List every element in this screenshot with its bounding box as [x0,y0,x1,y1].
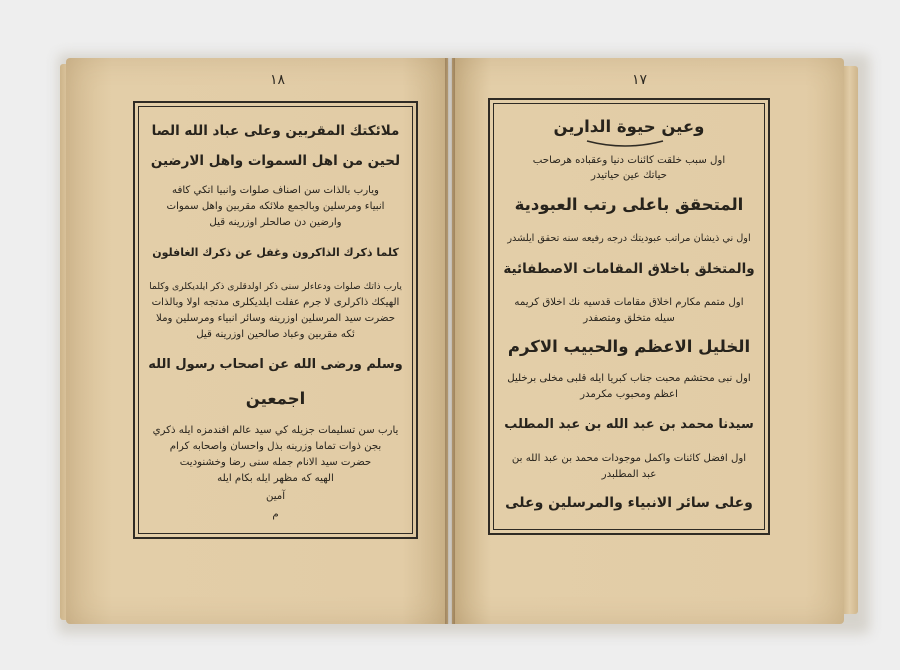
right-line-13: اول افضل كائنات واكمل موجودات محمد بن عبد الله بن [511,453,747,464]
left-line-13: يارب سن تسليمات جزيله كي سيد عالم افندمزه ايله ذكري [152,425,399,436]
left-line-2: لحين من اهل السموات واهل الارضين [150,153,401,169]
right-line-15: وعلى سائر الانبياء والمرسلين وعلى [505,495,753,511]
left-line-8: الهيكك ذاكرلرى لا جرم عفلت ايلديكلرى مدتجه اولا وبالذات [151,297,400,308]
left-line-15: حضرت سيد الانام جمله سنى رضا وخشنوديت [179,457,372,468]
left-line-4: انبياء ومرسلين وبالجمع ملائكه مقربين واهل سموات [166,201,385,212]
flourish-ornament [585,137,665,149]
left-line-18: م [272,509,279,520]
right-line-11: اعظم ومحبوب مكرمدر [580,389,678,400]
right-line-10: اول نبى محتشم محبت جناب كبريا ايله قلبى مخلى برخليل [507,373,751,384]
left-line-1: ملائكتك المقربين وعلى عباد الله الصا [151,123,400,139]
left-line-6: كلما ذكرك الذاكرون وغفل عن ذكرك الغافلون [152,246,399,259]
left-line-7: يارب ذاتك صلوات ودعاءلر سنى ذكر اولدقلرى ذكر ايلديكلرى وكلما [149,281,402,292]
right-line-6: والمتخلق باخلاق المقامات الاصطفائية [503,261,755,277]
left-line-11: وسلم ورضى الله عن اصحاب رسول الله [148,357,403,372]
left-line-16: الهيه كه مظهر ايله بكام ايله [217,473,334,484]
right-line-12: سيدنا محمد بن عبد الله بن عبد المطلب [504,417,754,432]
left-line-12: اجمعين [245,389,306,408]
left-line-14: بجن ذوات تماما وزرينه بذل واحسان واصحابه كرام [169,441,382,452]
right-line-14: عبد المطلبدر [601,469,657,480]
left-line-17: آمين [265,491,286,502]
right-line-4: المتحقق باعلى رتب العبودية [514,195,744,214]
left-line-5: وارضين دن صالحلر اوزرينه قيل [209,217,342,228]
right-line-5: اول ني ذيشان مراتب عبوديتك درجه رفيعه سنه تحقق ايلشدر [507,233,751,244]
left-page-number: ١٨ [270,72,286,88]
right-line-2: اول سبب خلقت كائنات دنيا وعقباده هرصاحب [532,155,726,166]
right-line-7: اول متمم مكارم اخلاق مقامات قدسيه نك اخلاق كريمه [514,297,744,308]
right-line-8: سيله متخلق ومتصفدر [583,313,675,324]
right-page-edge [844,66,858,614]
right-line-9: الخليل الاعظم والحبيب الاكرم [507,337,751,356]
book-spine [445,58,455,624]
right-line-1: وعين حيوة الدارين [553,117,705,136]
left-line-10: ئكه مقربين وعباد صالحين اوزرينه قيل [196,329,355,340]
right-line-3: حياتك عين حياتيدر [591,170,667,181]
right-page-number: ١٧ [632,72,648,88]
left-line-9: حضرت سيد المرسلين اوزرينه وسائر انبياء ومرسلين وملا [155,313,396,324]
left-line-3: ويارب بالذات سن اصناف صلوات وانبيا اتكي كافه [172,185,379,196]
